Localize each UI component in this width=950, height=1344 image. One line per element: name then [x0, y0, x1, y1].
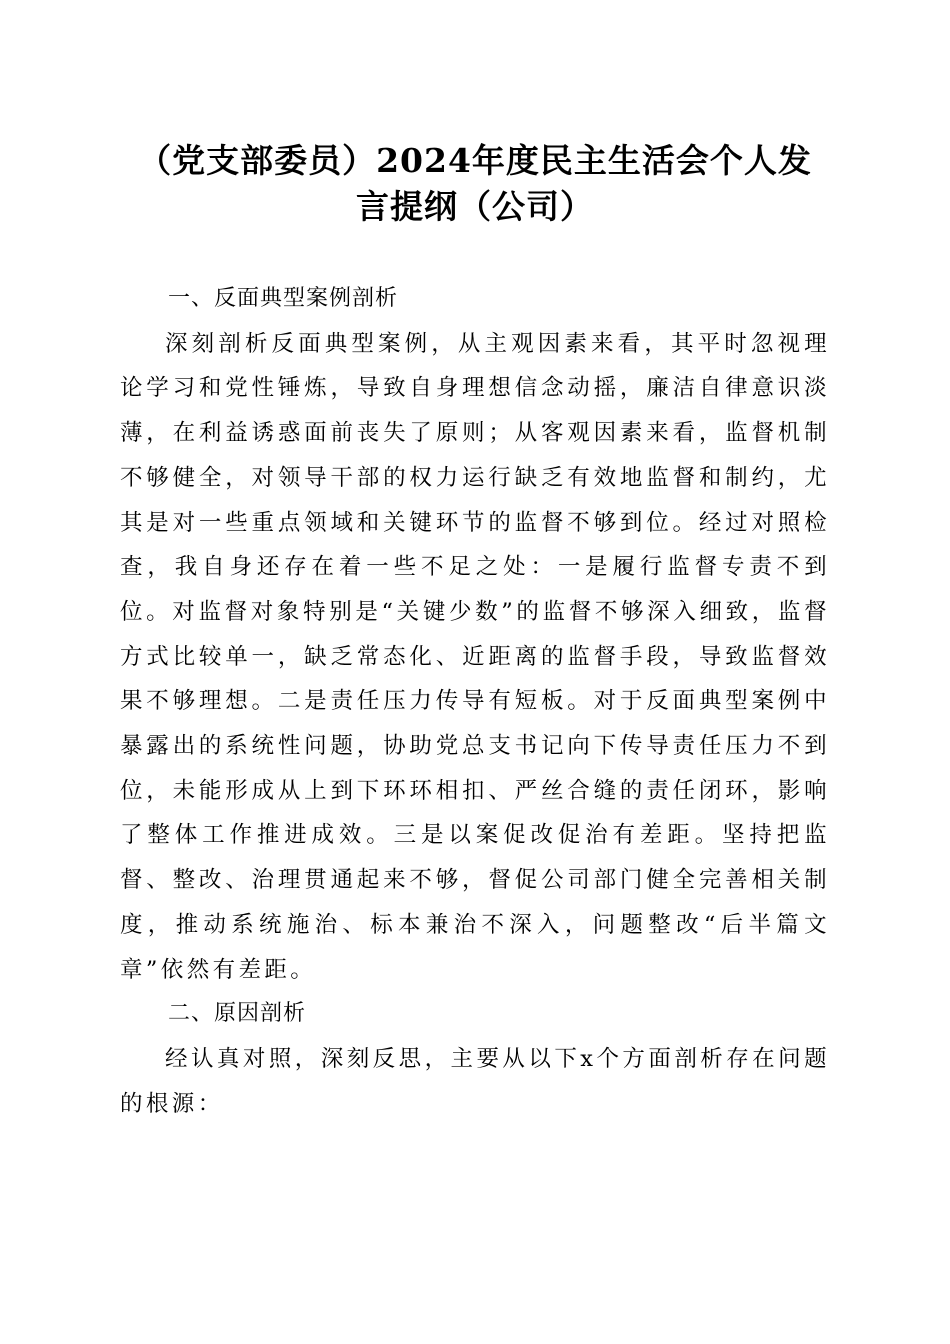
section-heading-case-analysis: 一、反面典型案例剖析 — [168, 286, 399, 311]
section-heading-cause-analysis: 二、原因剖析 — [168, 1001, 307, 1027]
section-paragraph-case-analysis: 深刻剖析反面典型案例，从主观因素来看，其平时忽视理论学习和党性锤炼，导致自身理想信念动摇，廉洁自律意识淡薄，在利益诱惑面前丧失了原则；从客观因素来看，监督机制不够健全，对领导干部的权力运行缺乏有效地监督和制约，尤其是对一些重点领域和关键环节的监督不够到位。经过对照检查，我自身还存在着一些不足之处：一是履行监督专责不到位。对监督对象特别是“关键少数”的监督不够深入细致，监督方式比较单一，缺乏常态化、近距离的监督手段，导致监督效果不够理想。二是责任压力传导有短板。对于反面典型案例中暴露出的系统性问题，协助党总支书记向下传导责任压力不到位，未能形成从上到下环环相扣、严丝合缝的责任闭环，影响了整体工作推进成效。三是以案促改促治有差距。坚持把监督、整改、治理贯通起来不够，督促公司部门健全完善相关制度，推动系统施治、标本兼治不深入，问题整改“后半篇文章”依然有差距。 — [120, 330, 830, 983]
section-paragraph-cause-analysis: 经认真对照，深刻反思，主要从以下x个方面剖析存在问题的根源： — [120, 1045, 830, 1117]
document-body — [120, 275, 830, 1126]
document-title — [120, 138, 830, 230]
title-line-2: 言提纲（公司） — [356, 187, 594, 226]
title-line-1: （党支部委员）2024年度民主生活会个人发 — [138, 141, 812, 180]
